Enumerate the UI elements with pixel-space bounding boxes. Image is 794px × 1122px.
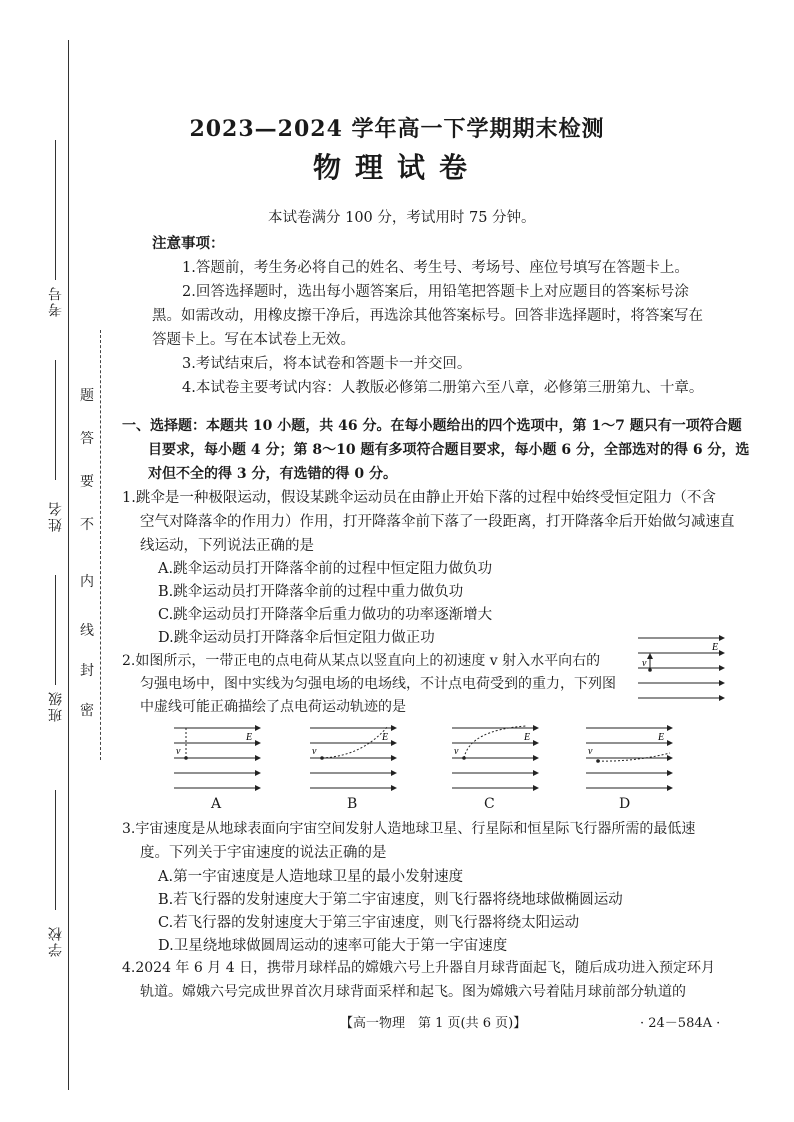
e-label: E [712,642,719,653]
svg-text:E: E [658,732,665,743]
seal-char: 题 [80,388,94,404]
q2-figure-a[interactable] [172,722,264,794]
q1-option-b: B.跳伞运动员打开降落伞前的过程中重力做负功 [158,584,464,600]
trajectory [322,726,388,758]
note-line: 黑。如需改动，用橡皮擦干净后，再选涂其他答案标号。回答非选择题时，将答案写在 [152,308,703,324]
seal-char: 内 [80,574,94,590]
svg-text:v: v [312,746,317,757]
q2-stem: 2.如图所示，一带正电的点电荷从某点以竖直向上的初速度 v 射入水平向右的 [122,653,601,669]
q2-main-figure [636,632,728,704]
note-line: 答题卡上。写在本试卷上无效。 [152,332,355,348]
q4-stem: 4.2024 年 6 月 4 日，携带月球样品的嫦娥六号上升器自月球背面起飞，随后成功进入预定环月 [122,960,716,976]
q2-stem: 中虚线可能正确描绘了点电荷运动轨迹的是 [140,699,406,715]
class-field[interactable] [55,575,56,685]
exam-title: 2023—2024 学年高一下学期期末检测 [189,116,605,142]
svg-text:v: v [176,746,181,757]
seal-char: 要 [80,474,94,490]
q2-figure-c[interactable] [450,722,542,794]
seal-char: 答 [80,431,94,447]
name-label: 姓名 [48,500,64,532]
seal-char: 线 [80,623,94,639]
q2-option-d-label: D [619,796,631,812]
seal-dashed-line [100,330,101,760]
svg-text:E: E [246,732,253,743]
section-instruction: 对但不全的得 3 分，有选错的得 0 分。 [148,466,397,482]
trajectory [464,726,526,758]
q3-option-a: A.第一宇宙速度是人造地球卫星的最小发射速度 [158,869,464,885]
footer-code: · 24－584A · [640,1016,721,1031]
note-line: 4.本试卷主要考试内容：人教版必修第二册第六至八章，必修第三册第九、十章。 [182,380,704,396]
q1-option-d: D.跳伞运动员打开降落伞后恒定阻力做正功 [158,630,435,646]
q1-option-a: A.跳伞运动员打开降落伞前的过程中恒定阻力做负功 [158,561,493,577]
score-info: 本试卷满分 100 分，考试用时 75 分钟。 [268,210,536,226]
svg-text:v: v [454,746,459,757]
charge-point [648,668,652,672]
class-label: 班级 [48,690,64,722]
q2-figure-b[interactable] [308,722,400,794]
svg-text:E: E [382,732,389,743]
trajectory [598,753,670,761]
binding-line [68,40,69,1090]
q1-stem: 空气对降落伞的作用力）作用，打开降落伞前下落了一段距离，打开降落伞后开始做匀减速直 [140,514,735,530]
v-label: v [642,658,647,669]
q1-stem: 1.跳伞是一种极限运动，假设某跳伞运动员在由静止开始下落的过程中始终受恒定阻力（不含 [122,490,716,506]
seal-char: 封 [80,663,94,679]
svg-text:E: E [524,732,531,743]
q3-stem: 度。下列关于宇宙速度的说法正确的是 [140,845,387,861]
q3-option-d: D.卫星绕地球做圆周运动的速率可能大于第一宇宙速度 [158,938,508,954]
name-field[interactable] [55,360,56,480]
seal-char: 不 [80,517,94,533]
q1-option-c: C.跳伞运动员打开降落伞后重力做功的功率逐渐增大 [158,607,493,623]
note-line: 3.考试结束后，将本试卷和答题卡一并交回。 [182,356,472,372]
q2-stem: 匀强电场中，图中实线为匀强电场的电场线，不计点电荷受到的重力，下列图 [140,676,616,692]
q3-stem: 3.宇宙速度是从地球表面向宇宙空间发射人造地球卫星、行星际和恒星际飞行器所需的最低速 [122,821,696,837]
q4-stem: 轨道。嫦娥六号完成世界首次月球背面采样和起飞。图为嫦娥六号着陆月球前部分轨道的 [140,984,686,1000]
note-line: 2.回答选择题时，选出每小题答案后，用铅笔把答题卡上对应题目的答案标号涂 [182,284,689,300]
svg-text:v: v [588,746,593,757]
q2-option-b-label: B [347,796,358,812]
q2-option-c-label: C [484,796,495,812]
notes-heading: 注意事项： [152,235,225,252]
section-instruction: 目要求，每小题 4 分；第 8～10 题有多项符合题目要求，每小题 6 分，全部选对的得 6 分，选 [148,442,750,458]
q3-option-b: B.若飞行器的发射速度大于第二宇宙速度，则飞行器将绕地球做椭圆运动 [158,892,623,908]
note-line: 1.答题前，考生务必将自己的姓名、考生号、考场号、座位号填写在答题卡上。 [182,260,689,276]
section-instruction: 一、选择题：本题共 10 小题，共 46 分。在每小题给出的四个选项中，第 1～7 题只有一项符合题 [122,418,742,434]
school-field[interactable] [55,790,56,910]
q2-option-a-label: A [211,796,222,812]
subject-title: 物理试卷 [312,151,481,184]
q1-stem: 线运动，下列说法正确的是 [140,538,314,554]
q2-figure-d[interactable] [584,722,676,794]
q3-option-c: C.若飞行器的发射速度大于第三宇宙速度，则飞行器将绕太阳运动 [158,915,580,931]
seal-char: 密 [80,703,94,719]
exam-no-label: 考号 [48,285,64,317]
footer-page-info: 【高一物理 第 1 页(共 6 页)】 [340,1016,527,1031]
school-label: 学校 [48,925,64,957]
